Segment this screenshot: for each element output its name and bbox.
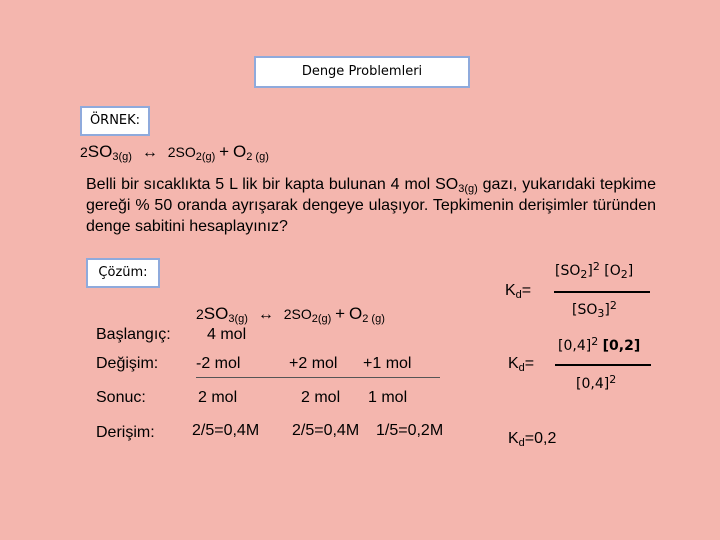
row-derisim-so2: 2/5=0,4M [292,422,360,439]
f1-den-so3: [SO [572,302,598,318]
f2-den-exp: 2 [609,373,617,386]
equilibrium-arrow-icon: ↔ [257,306,274,323]
row-derisim-o2: 1/5=0,2M [376,422,444,439]
row-label-sonuc: Sonuc: [96,389,146,406]
reaction2-coef: 2 [196,306,204,322]
row-baslangic-so3: 4 mol [207,326,247,343]
reaction2-so2: 2SO [283,306,312,322]
reaction2-so3-sub: 3(g) [228,313,248,325]
kd-equals: = [524,355,535,372]
example-label-text: ÖRNEK: [89,113,141,128]
f2-den: [0,4] [576,376,610,392]
reaction2-so3: SO [203,304,229,323]
kd-f2-numerator [558,335,641,354]
kd-f1-denominator [572,299,617,320]
reaction-coef: 2 [80,144,88,160]
reaction-plus: + [219,142,230,161]
f1-den-so3-sub: 3 [597,307,605,320]
kd-symbol: K [505,282,516,299]
solution-label [86,258,160,288]
row-degisim-so2: +2 mol [289,355,338,372]
problem-text-part2: gazı, yukarıdaki tepkime gereği % 50 oranda ayrışarak dengeye ulaşıyor. Tepkimenin derişimler türünden denge sabitini hesaplayınız? [86,176,657,235]
f1-num-o2: [O [604,263,621,279]
example-label [80,106,150,136]
reaction-so2-sub: 2(g) [195,151,216,163]
problem-text [86,174,656,237]
f1-num-so2: [SO [555,263,581,279]
f1-num-exp: 2 [592,260,600,273]
f1-num-so2-end: ] [587,263,593,279]
f2-num-exp: 2 [591,335,599,348]
f1-num-o2-sub: 2 [620,268,628,281]
row-degisim-o2: +1 mol [363,355,412,372]
kd-f2-denominator [576,373,617,392]
kd-result [508,430,556,448]
reaction-so2: 2SO [167,144,196,160]
row-sonuc-so2: 2 mol [301,389,341,406]
kd-result-value: =0,2 [524,430,557,447]
reaction2-plus: + [335,304,346,323]
kd-f2-fraction-bar [555,364,651,366]
kd-symbol: K [508,355,519,372]
kd-sub: d [518,362,525,374]
problem-text-sub: 3(g) [458,183,478,195]
row-sonuc-so3: 2 mol [198,389,238,406]
equilibrium-arrow-icon: ↔ [141,144,158,161]
row-label-derisim: Derişim: [96,424,155,441]
reaction-o2-sub: 2 (g) [246,151,269,163]
f1-num-so2-sub: 2 [580,268,588,281]
reaction-so3: SO [87,142,113,161]
solution-label-text: Çözüm: [98,265,148,280]
reaction2-so2-sub: 2(g) [311,313,332,325]
reaction-o2: O [233,142,247,161]
kd-f1-fraction-bar [554,291,650,293]
row-degisim-so3: -2 mol [196,355,241,372]
kd-label-2 [508,355,534,373]
f1-den-so3-end: ] [604,302,610,318]
row-derisim-so3: 2/5=0,4M [192,422,260,439]
reaction-equation [80,142,269,162]
reaction2-o2-sub: 2 (g) [362,313,385,325]
f2-num-a: [0,4] [558,338,592,354]
slide-title-text: Denge Problemleri [301,64,423,79]
kd-f1-numerator [555,260,634,281]
kd-equals: = [521,282,532,299]
kd-sub: d [518,437,525,449]
f1-den-exp: 2 [609,299,617,312]
reaction2-o2: O [349,304,363,323]
kd-sub: d [515,289,522,301]
problem-text-part1: Belli bir sıcaklıkta 5 L lik bir kapta bulunan 4 mol SO [86,176,459,193]
row-sonuc-o2: 1 mol [368,389,408,406]
kd-label-1 [505,282,531,300]
kd-symbol: K [508,430,519,447]
slide-title [254,56,470,88]
reaction-so3-sub: 3(g) [112,151,132,163]
row-label-baslangic: Başlangıç: [96,326,171,343]
f1-num-o2-end: ] [627,263,634,279]
reaction-equation-2 [196,304,385,324]
f2-num-b: [0,2] [602,338,641,354]
table-divider-line [196,377,440,378]
row-label-degisim: Değişim: [96,355,159,372]
